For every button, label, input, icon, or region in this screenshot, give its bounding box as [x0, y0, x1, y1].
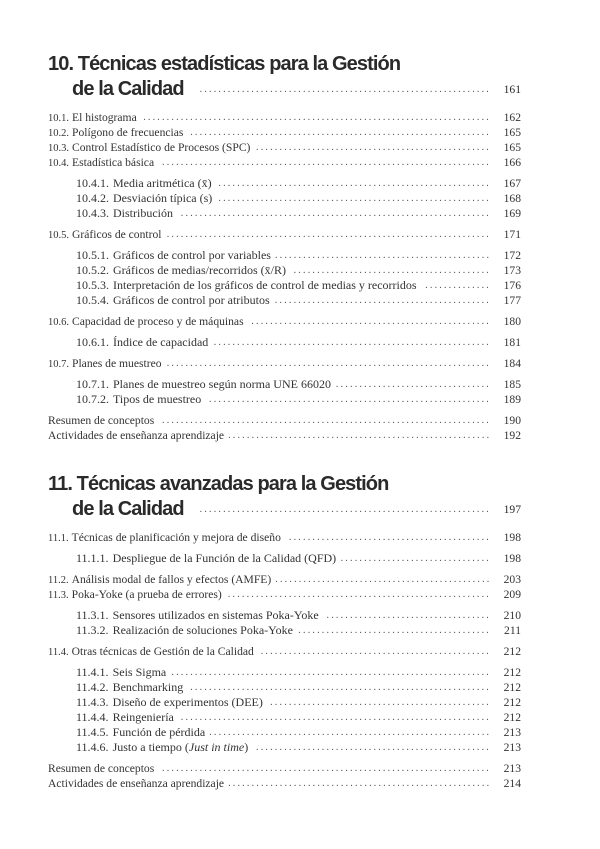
- section-title: Resumen de conceptos: [48, 414, 155, 427]
- dot-leader: ..............................................: [275, 574, 491, 585]
- toc-group: [48, 530, 521, 545]
- section-title: Gráficos de control por variables: [113, 248, 271, 262]
- section-title: Reingeniería: [112, 710, 174, 724]
- entry-text: [76, 623, 293, 638]
- dot-leader: ...........................................: [288, 532, 491, 543]
- page-number: 198: [503, 552, 521, 565]
- section-title: Función de pérdida: [112, 725, 206, 739]
- toc-entry[interactable]: [48, 725, 521, 740]
- toc-entry[interactable]: [48, 413, 521, 428]
- page-number: 213: [503, 741, 521, 754]
- section-title: Media aritmética (x̄): [113, 176, 212, 190]
- toc-group: [48, 377, 521, 407]
- entry-text: [76, 248, 271, 263]
- toc-group: [48, 665, 521, 755]
- page-number: 189: [503, 393, 521, 406]
- toc-entry[interactable]: [48, 392, 521, 407]
- page-number: 213: [503, 726, 521, 739]
- toc-entry[interactable]: [48, 155, 521, 170]
- dot-leader: ............................................................: [209, 394, 491, 405]
- toc-entry[interactable]: [48, 176, 521, 191]
- entry-text: [48, 314, 244, 329]
- entry-text: [48, 413, 154, 428]
- page-number: 209: [503, 588, 521, 601]
- page-number: 213: [503, 762, 521, 775]
- page-number: 210: [503, 609, 521, 622]
- section-number: 11.4.1.: [76, 665, 109, 679]
- dot-leader: ........................................................: [228, 778, 491, 789]
- section-title: Sensores utilizados en sistemas Poka-Yoke: [112, 608, 319, 622]
- chapter-11-toc: [48, 472, 521, 791]
- page-number: 212: [503, 696, 521, 709]
- section-title: Resumen de conceptos: [48, 762, 155, 775]
- dot-leader: ..................................................: [256, 742, 491, 753]
- toc-entry[interactable]: [48, 263, 521, 278]
- dot-leader: ..............: [425, 280, 491, 291]
- toc-entry[interactable]: [48, 248, 521, 263]
- section-number: 10.6.: [48, 317, 69, 328]
- dot-leader: ......................................................................: [162, 763, 491, 774]
- section-title: Interpretación de los gráficos de control de medias y recorridos: [113, 278, 417, 292]
- dot-leader: ...........................................................: [213, 337, 491, 348]
- entry-text: [76, 278, 417, 293]
- dot-leader: ..............................................................: [199, 504, 491, 515]
- page-number: 165: [503, 126, 521, 139]
- toc-entry[interactable]: [48, 140, 521, 155]
- dot-leader: ...............................................: [270, 697, 491, 708]
- section-title: Diseño de experimentos (DEE): [112, 695, 263, 709]
- entry-text: [48, 428, 224, 443]
- dot-leader: ....................................................................: [171, 667, 491, 678]
- section-title: Gráficos de control por atributos: [113, 293, 270, 307]
- entry-text: [76, 608, 319, 623]
- entry-text: [76, 665, 166, 680]
- section-number: 10.2.: [48, 128, 69, 139]
- page-number: 192: [503, 429, 521, 442]
- toc-entry[interactable]: [48, 695, 521, 710]
- section-number: 10.5.3.: [76, 278, 109, 292]
- dot-leader: ..................................................................: [180, 208, 491, 219]
- toc-entry[interactable]: [48, 680, 521, 695]
- section-number: 10.4.3.: [76, 206, 109, 220]
- page-number: 198: [503, 531, 521, 544]
- toc-entry[interactable]: [48, 293, 521, 308]
- section-number: 10.7.: [48, 359, 69, 370]
- toc-entry[interactable]: [48, 572, 521, 587]
- section-number: 10.7.2.: [76, 392, 109, 406]
- section-title: Despliegue de la Función de la Calidad (QFD): [112, 551, 337, 565]
- toc-group: [48, 761, 521, 791]
- toc-entry[interactable]: [48, 356, 521, 371]
- section-number: 11.4.4.: [76, 710, 109, 724]
- dot-leader: ..............................................: [274, 295, 491, 306]
- page-number: 172: [503, 249, 521, 262]
- section-title: Planes de muestreo según norma UNE 66020: [113, 377, 331, 391]
- toc-entry[interactable]: [48, 227, 521, 242]
- section-title: Distribución: [113, 206, 173, 220]
- toc-entry[interactable]: [48, 110, 521, 125]
- toc-entry[interactable]: [48, 623, 521, 638]
- toc-group: [48, 227, 521, 242]
- entry-text: [48, 155, 154, 170]
- page-number: 167: [503, 177, 521, 190]
- section-number: 11.3.1.: [76, 608, 109, 622]
- section-number: 10.1.: [48, 113, 69, 124]
- toc-group: [48, 608, 521, 638]
- dot-leader: ..................................................................: [180, 712, 491, 723]
- entry-text: [48, 530, 281, 545]
- dot-leader: ..............................................: [274, 250, 491, 261]
- section-title: Tipos de muestreo: [113, 392, 202, 406]
- page-number: 173: [503, 264, 521, 277]
- page-number: 177: [503, 294, 521, 307]
- dot-leader: ..................................................: [256, 142, 491, 153]
- page-number: 165: [503, 141, 521, 154]
- dot-leader: ..............................................................: [199, 84, 491, 95]
- toc-group: [48, 356, 521, 371]
- toc-entry[interactable]: [48, 665, 521, 680]
- page-number: 176: [503, 279, 521, 292]
- dot-leader: .....................................................................: [166, 229, 491, 240]
- section-title: Justo a tiempo (: [112, 740, 189, 754]
- page-number: 166: [503, 156, 521, 169]
- dot-leader: .................................................: [260, 646, 491, 657]
- section-title: Desviación típica (s): [113, 191, 213, 205]
- page-number: 212: [503, 711, 521, 724]
- entry-text: [76, 695, 263, 710]
- section-title-after: ): [244, 740, 249, 754]
- dot-leader: .....................................................................: [166, 358, 491, 369]
- section-number: 11.4.2.: [76, 680, 109, 694]
- toc-entry[interactable]: [48, 125, 521, 140]
- section-title: Poka-Yoke (a prueba de errores): [71, 588, 222, 601]
- entry-text: [48, 761, 154, 776]
- section-number: 11.1.: [48, 533, 69, 544]
- toc-entry[interactable]: [48, 335, 521, 350]
- toc-entry[interactable]: [48, 776, 521, 791]
- toc-entry[interactable]: [48, 761, 521, 776]
- page-number: 212: [503, 681, 521, 694]
- toc-entry[interactable]: [48, 206, 521, 221]
- section-number: 10.3.: [48, 143, 69, 154]
- entry-text: [48, 140, 250, 155]
- toc-entry[interactable]: [48, 191, 521, 206]
- page-number: 211: [504, 624, 521, 637]
- dot-leader: .................................: [335, 379, 491, 390]
- toc-group: [48, 335, 521, 350]
- section-title: El histograma: [72, 111, 137, 124]
- dot-leader: ........................................................: [228, 430, 491, 441]
- entry-text: [76, 680, 183, 695]
- dot-leader: ........................................................: [227, 589, 491, 600]
- page-number: 185: [503, 378, 521, 391]
- section-number: 11.2.: [48, 575, 69, 586]
- section-number: 11.4.6.: [76, 740, 109, 754]
- section-number: 10.5.: [48, 230, 69, 241]
- section-title: Planes de muestreo: [72, 357, 162, 370]
- entry-text: [76, 740, 248, 755]
- section-number: 10.5.4.: [76, 293, 109, 307]
- entry-text: [76, 392, 201, 407]
- entry-text: [48, 587, 222, 602]
- chapter-title: 10. Técnicas estadísticas para la Gestión: [48, 53, 401, 75]
- section-title: Índice de capacidad: [113, 335, 209, 349]
- page-number: 214: [503, 777, 521, 790]
- page-number: 171: [503, 228, 521, 241]
- section-title: Control Estadístico de Procesos (SPC): [72, 141, 251, 154]
- section-title: Gráficos de medias/recorridos (x̄/R): [113, 263, 286, 277]
- section-number: 10.5.2.: [76, 263, 109, 277]
- dot-leader: ..........................................: [293, 265, 491, 276]
- dot-leader: ......................................................................: [162, 415, 491, 426]
- page-number: 181: [503, 336, 521, 349]
- section-title: Capacidad de proceso y de máquinas: [72, 315, 244, 328]
- section-title: Benchmarking: [112, 680, 184, 694]
- dot-leader: ................................: [340, 553, 491, 564]
- toc-group: [48, 314, 521, 329]
- section-title-italic: Just in time: [188, 740, 245, 754]
- section-number: 10.5.1.: [76, 248, 109, 262]
- toc-group: [48, 110, 521, 170]
- dot-leader: .........................................: [298, 625, 491, 636]
- dot-leader: ................................................................: [190, 127, 491, 138]
- entry-text: [48, 356, 162, 371]
- toc-group: [48, 644, 521, 659]
- dot-leader: ..........................................................................: [143, 112, 491, 123]
- page-number: 168: [503, 192, 521, 205]
- dot-leader: ................................................................: [190, 682, 491, 693]
- toc-group: [48, 551, 521, 566]
- section-number: 11.4.: [48, 647, 69, 658]
- chapter-title-line: [48, 497, 521, 522]
- page-number: 161: [503, 83, 521, 96]
- entry-text: [76, 206, 173, 221]
- section-title: Actividades de enseñanza aprendizaje: [48, 777, 225, 790]
- section-title: Seis Sigma: [112, 665, 167, 679]
- dot-leader: ...................................................: [251, 316, 491, 327]
- entry-text: [76, 710, 174, 725]
- page-number: 203: [503, 573, 521, 586]
- page-number: 162: [503, 111, 521, 124]
- toc-group: [48, 248, 521, 308]
- section-title: Realización de soluciones Poka-Yoke: [112, 623, 293, 637]
- entry-text: [76, 176, 212, 191]
- toc-entry[interactable]: [48, 644, 521, 659]
- section-number: 11.3.2.: [76, 623, 109, 637]
- toc-entry[interactable]: [48, 608, 521, 623]
- toc-group: [48, 413, 521, 443]
- page-number: 169: [503, 207, 521, 220]
- entry-text: [48, 776, 224, 791]
- chapter-title-continued: de la Calidad: [72, 78, 184, 100]
- toc-entry[interactable]: [48, 377, 521, 392]
- section-number: 10.4.2.: [76, 191, 109, 205]
- toc-entry[interactable]: [48, 587, 521, 602]
- entry-text: [76, 293, 270, 308]
- section-number: 11.3.: [48, 590, 69, 601]
- entry-text: [48, 125, 183, 140]
- dot-leader: ..........................................................: [218, 178, 491, 189]
- chapter-title: 11. Técnicas avanzadas para la Gestión: [48, 473, 389, 495]
- section-number: 11.1.1.: [76, 551, 109, 565]
- entry-text: [48, 227, 162, 242]
- chapter-title-continued: de la Calidad: [72, 498, 184, 520]
- chapter-title-line: [48, 77, 521, 102]
- section-title: Estadística básica: [72, 156, 155, 169]
- entry-text: [76, 263, 286, 278]
- page-number: 184: [503, 357, 521, 370]
- toc-entry[interactable]: [48, 314, 521, 329]
- dot-leader: ............................................................: [209, 727, 491, 738]
- toc-entry[interactable]: [48, 530, 521, 545]
- page-number: 180: [503, 315, 521, 328]
- entry-text: [76, 191, 212, 206]
- entry-text: [76, 377, 331, 392]
- section-number: 10.7.1.: [76, 377, 109, 391]
- toc-entry[interactable]: [48, 710, 521, 725]
- page-number: 212: [503, 666, 521, 679]
- dot-leader: ......................................................................: [162, 157, 491, 168]
- chapter-10-toc: [48, 52, 521, 443]
- toc-entry[interactable]: [48, 278, 521, 293]
- toc-entry[interactable]: [48, 428, 521, 443]
- section-title: Técnicas de planificación y mejora de diseño: [71, 531, 281, 544]
- entry-text: [48, 110, 137, 125]
- dot-leader: ..........................................................: [218, 193, 491, 204]
- section-number: 10.6.1.: [76, 335, 109, 349]
- section-title: Gráficos de control: [72, 228, 162, 241]
- entry-text: [76, 335, 208, 350]
- entry-text: [76, 551, 336, 566]
- page-number: 190: [503, 414, 521, 427]
- toc-group: [48, 572, 521, 602]
- toc-entry[interactable]: [48, 740, 521, 755]
- entry-text: [48, 572, 271, 587]
- entry-text: [48, 644, 254, 659]
- section-number: 11.4.5.: [76, 725, 109, 739]
- section-title: Análisis modal de fallos y efectos (AMFE): [71, 573, 272, 586]
- section-number: 10.4.1.: [76, 176, 109, 190]
- dot-leader: ...................................: [326, 610, 491, 621]
- section-title: Actividades de enseñanza aprendizaje: [48, 429, 225, 442]
- toc-entry[interactable]: [48, 551, 521, 566]
- page-number: 197: [503, 503, 521, 516]
- section-number: 11.4.3.: [76, 695, 109, 709]
- section-title: Polígono de frecuencias: [72, 126, 184, 139]
- entry-text: [76, 725, 205, 740]
- section-number: 10.4.: [48, 158, 69, 169]
- toc-group: [48, 176, 521, 221]
- section-title: Otras técnicas de Gestión de la Calidad: [71, 645, 254, 658]
- page-number: 212: [503, 645, 521, 658]
